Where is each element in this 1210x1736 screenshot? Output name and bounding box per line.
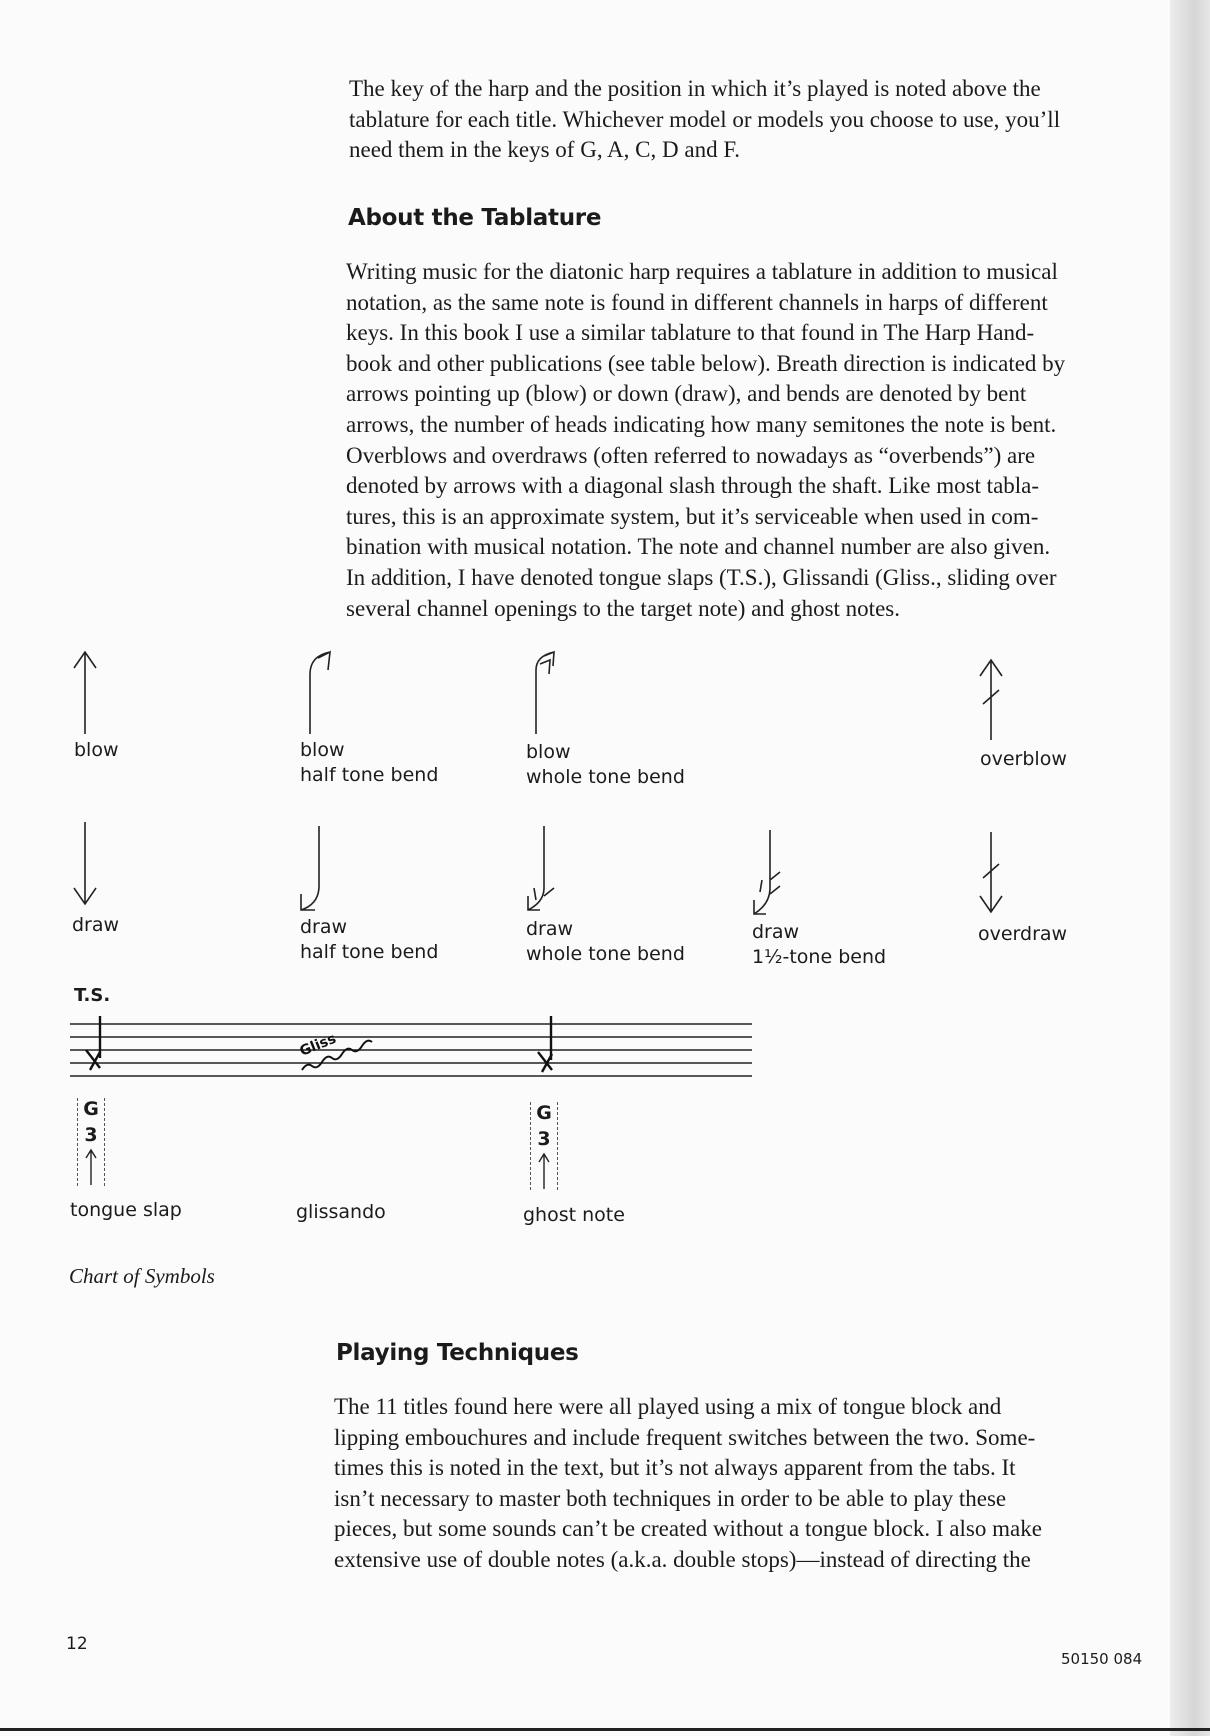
draw-whole-bend-label: draw whole tone bend — [526, 918, 685, 965]
page-number: 12 — [66, 1634, 88, 1654]
draw-one-and-half-bend-label: draw 1½-tone bend — [752, 921, 887, 968]
tab-note: G — [83, 1098, 99, 1120]
about-line: several channel openings to the target note) and ghost notes. — [346, 595, 900, 621]
overblow-label: overblow — [980, 748, 1067, 770]
tab-channel: 3 — [84, 1124, 98, 1146]
about-line: Overblows and overdraws (often referred to nowadays as “overbends”) are — [346, 442, 1036, 468]
ghost-note-label: ghost note — [523, 1204, 625, 1226]
about-line: bination with musical notation. The note and channel number are also given. — [346, 534, 1051, 560]
blow-half-bend-arrow-icon — [300, 648, 340, 736]
tongue-slap-label: tongue slap — [70, 1199, 182, 1221]
ghost-note-tab-box — [530, 1102, 558, 1190]
catalog-number: 50150 084 — [1061, 1650, 1143, 1668]
overblow-arrow-icon — [976, 656, 1006, 742]
blow-whole-bend-arrow-icon — [524, 648, 564, 736]
playing-line: The 11 titles found here were all played using a mix of tongue block and — [334, 1394, 1002, 1419]
blow-whole-bend-label: blow whole tone bend — [526, 741, 685, 788]
blow-small-arrow-icon — [538, 1152, 550, 1190]
playing-line: pieces, but some sounds can’t be created without a tongue block. I also make — [334, 1516, 1042, 1542]
draw-half-bend-arrow-icon — [295, 824, 335, 912]
playing-techniques-heading: Playing Techniques — [336, 1340, 579, 1366]
about-tablature-paragraph — [346, 257, 1139, 624]
about-line: denoted by arrows with a diagonal slash through the shaft. Like most tabla- — [346, 473, 1040, 499]
overdraw-arrow-icon — [976, 830, 1006, 916]
playing-line: isn’t necessary to master both techniques in order to be able to play these — [334, 1485, 1007, 1511]
about-line: book and other publications (see table below). Breath direction is indicated by — [346, 350, 1066, 376]
blow-half-bend-label: blow half tone bend — [300, 739, 439, 786]
overdraw-label: overdraw — [978, 923, 1068, 945]
playing-techniques-paragraph — [334, 1392, 1112, 1576]
draw-one-and-half-bend-arrow-icon — [748, 828, 788, 916]
intro-line: need them in the keys of G, A, C, D and F. — [349, 137, 741, 163]
about-line: keys. In this book I use a similar tablature to that found in The Harp Hand- — [346, 320, 1035, 346]
blow-small-arrow-icon — [85, 1148, 97, 1186]
page-edge-shadow — [1170, 0, 1210, 1736]
draw-arrow-icon — [70, 820, 100, 908]
intro-line: The key of the harp and the position in which it’s played is noted above the — [349, 76, 1041, 101]
intro-paragraph — [349, 74, 1129, 166]
draw-label: draw — [72, 914, 120, 936]
playing-line: times this is noted in the text, but it’s not always apparent from the tabs. It — [334, 1455, 1016, 1481]
blow-arrow-icon — [70, 648, 100, 736]
about-line: Writing music for the diatonic harp requires a tablature in addition to musical — [346, 259, 1058, 284]
about-line: arrows, the number of heads indicating how many semitones the note is bent. — [346, 411, 1057, 437]
gliss-marking: Gliss — [297, 1030, 339, 1060]
playing-line: extensive use of double notes (a.k.a. double stops)—instead of directing the — [334, 1546, 1031, 1572]
playing-line: lipping embouchures and include frequent switches between the two. Some- — [334, 1424, 1036, 1450]
about-line: In addition, I have denoted tongue slaps (T.S.), Glissandi (Gliss., sliding over — [346, 564, 1057, 590]
about-line: tures, this is an approximate system, but it’s serviceable when used in com- — [346, 503, 1039, 529]
intro-line: tablature for each title. Whichever model or models you choose to use, you’ll — [349, 106, 1061, 132]
draw-whole-bend-arrow-icon — [522, 824, 562, 912]
blow-label: blow — [74, 739, 119, 761]
glissando-label: glissando — [296, 1201, 386, 1223]
about-tablature-heading: About the Tablature — [348, 205, 602, 231]
tab-note: G — [536, 1102, 552, 1124]
draw-half-bend-label: draw half tone bend — [300, 916, 439, 963]
tongue-slap-tab-box — [77, 1098, 105, 1186]
scan-bottom-edge — [0, 1728, 1210, 1731]
tongue-slap-marking: T.S. — [74, 985, 111, 1006]
chart-caption: Chart of Symbols — [69, 1264, 215, 1288]
tab-channel: 3 — [537, 1128, 551, 1150]
about-line: arrows pointing up (blow) or down (draw), and bends are denoted by bent — [346, 381, 1027, 407]
music-staff — [70, 1014, 752, 1084]
about-line: notation, as the same note is found in different channels in harps of different — [346, 289, 1048, 315]
